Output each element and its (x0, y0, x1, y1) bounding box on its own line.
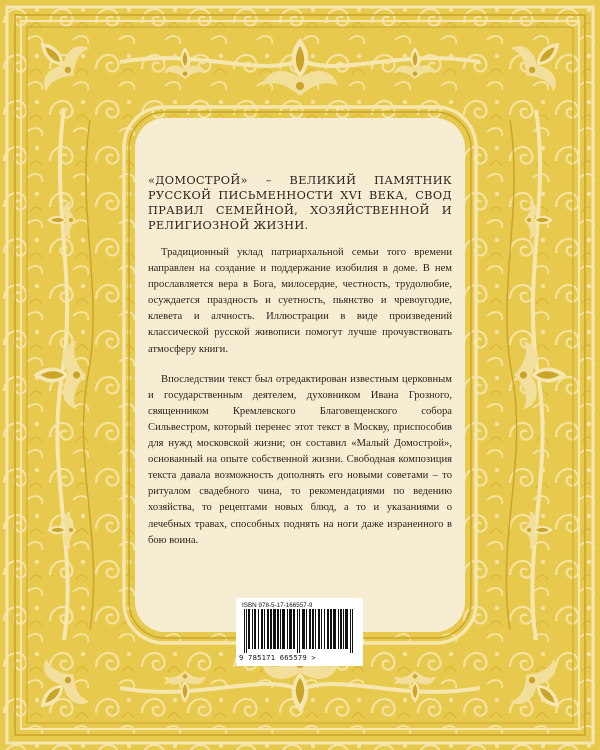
barcode-digits: 9 785171 665579 > (239, 653, 316, 662)
description (148, 245, 452, 549)
paragraph-2: Впоследствии текст был отредактирован известным церковным и государственным деятелем, духовником Ивана Грозного, священником Кремлевского Благовещенского собора Сильвестром, который перенес этот текст в Москву, приспособив для нужд московской жизни; он составил «Малый Домострой», основанный на опыте собственной жизни. Свободная композиция текста давала возможность дополнять его новыми советами – то ритуалом свадебного чина, то рекомендациями по ведению хозяйства, то рецептами новых блюд, а то и указаниями о лечебных травах, способных поднять на ноги даже израненного в бою воина. (148, 373, 452, 546)
paragraph-1: Традиционный уклад патриархальной семьи того времени направлен на создание и поддержание изобилия в доме. В нем прославляется вера в Бога, милосердие, честность, трудолюбие, осуждается праздность и суетность, пьянство и чревоугодие, клевета и алчность. Иллюстрации в виде произведений классической русской живописи помогут лучше прочувствовать атмосферу книги. (148, 247, 452, 355)
barcode-block (236, 598, 363, 666)
headline: «ДОМОСТРОЙ» – ВЕЛИКИЙ ПАМЯТНИК РУССКОЙ ПИСЬМЕННОСТИ XVI ВЕКА, СВОД ПРАВИЛ СЕМЕЙНОЙ, ХОЗЯЙСТВЕННОЙ И РЕЛИГИОЗНОЙ ЖИЗНИ. (148, 174, 452, 232)
cover-text (148, 173, 452, 549)
isbn-label: ISBN 978-5-17-166557-9 (242, 602, 313, 609)
barcode-icon (236, 609, 363, 653)
